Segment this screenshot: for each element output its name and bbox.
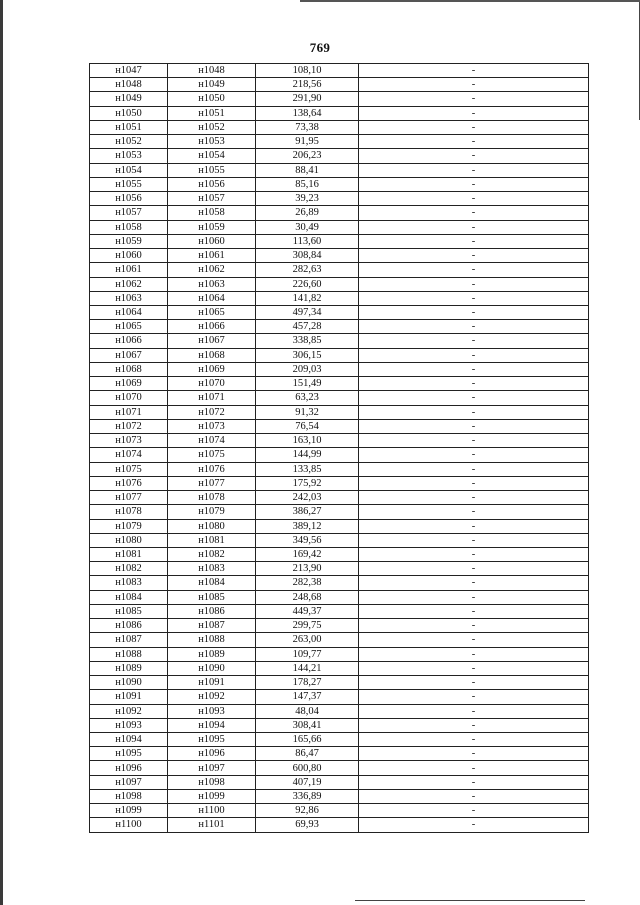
- note-cell: -: [359, 576, 589, 590]
- table-row: [90, 661, 589, 675]
- length-cell: 39,23: [256, 192, 359, 206]
- to-point-cell: н1101: [168, 818, 256, 832]
- table-row: [90, 135, 589, 149]
- from-point-cell: н1067: [90, 348, 168, 362]
- table-row: [90, 434, 589, 448]
- table-row: [90, 334, 589, 348]
- from-point-cell: н1058: [90, 220, 168, 234]
- from-point-cell: н1085: [90, 604, 168, 618]
- length-cell: 263,00: [256, 633, 359, 647]
- note-cell: -: [359, 647, 589, 661]
- note-cell: -: [359, 135, 589, 149]
- table-row: [90, 163, 589, 177]
- to-point-cell: н1100: [168, 804, 256, 818]
- from-point-cell: н1054: [90, 163, 168, 177]
- to-point-cell: н1067: [168, 334, 256, 348]
- to-point-cell: н1082: [168, 547, 256, 561]
- length-cell: 141,82: [256, 291, 359, 305]
- note-cell: -: [359, 818, 589, 832]
- table-row: [90, 619, 589, 633]
- length-cell: 308,84: [256, 249, 359, 263]
- note-cell: -: [359, 263, 589, 277]
- note-cell: -: [359, 220, 589, 234]
- length-cell: 282,38: [256, 576, 359, 590]
- scan-border-left: [0, 0, 3, 905]
- note-cell: -: [359, 690, 589, 704]
- from-point-cell: н1059: [90, 234, 168, 248]
- to-point-cell: н1089: [168, 647, 256, 661]
- from-point-cell: н1091: [90, 690, 168, 704]
- length-cell: 85,16: [256, 177, 359, 191]
- from-point-cell: н1061: [90, 263, 168, 277]
- table-row: [90, 733, 589, 747]
- to-point-cell: н1074: [168, 434, 256, 448]
- to-point-cell: н1069: [168, 362, 256, 376]
- to-point-cell: н1072: [168, 405, 256, 419]
- length-cell: 282,63: [256, 263, 359, 277]
- to-point-cell: н1095: [168, 733, 256, 747]
- note-cell: -: [359, 661, 589, 675]
- length-cell: 88,41: [256, 163, 359, 177]
- length-cell: 165,66: [256, 733, 359, 747]
- note-cell: -: [359, 761, 589, 775]
- table-row: [90, 818, 589, 832]
- length-cell: 178,27: [256, 676, 359, 690]
- note-cell: -: [359, 106, 589, 120]
- length-cell: 600,80: [256, 761, 359, 775]
- table-row: [90, 234, 589, 248]
- to-point-cell: н1076: [168, 462, 256, 476]
- table-row: [90, 590, 589, 604]
- to-point-cell: н1062: [168, 263, 256, 277]
- to-point-cell: н1050: [168, 92, 256, 106]
- from-point-cell: н1057: [90, 206, 168, 220]
- table-row: [90, 291, 589, 305]
- to-point-cell: н1053: [168, 135, 256, 149]
- to-point-cell: н1085: [168, 590, 256, 604]
- from-point-cell: н1050: [90, 106, 168, 120]
- from-point-cell: н1098: [90, 789, 168, 803]
- from-point-cell: н1082: [90, 562, 168, 576]
- table-row: [90, 391, 589, 405]
- note-cell: -: [359, 177, 589, 191]
- note-cell: -: [359, 519, 589, 533]
- length-cell: 92,86: [256, 804, 359, 818]
- length-cell: 147,37: [256, 690, 359, 704]
- table-row: [90, 789, 589, 803]
- note-cell: -: [359, 334, 589, 348]
- length-cell: 26,89: [256, 206, 359, 220]
- length-cell: 299,75: [256, 619, 359, 633]
- table-row: [90, 633, 589, 647]
- length-cell: 248,68: [256, 590, 359, 604]
- table-row: [90, 718, 589, 732]
- table-row: [90, 804, 589, 818]
- from-point-cell: н1068: [90, 362, 168, 376]
- note-cell: -: [359, 92, 589, 106]
- length-cell: 497,34: [256, 305, 359, 319]
- to-point-cell: н1080: [168, 519, 256, 533]
- to-point-cell: н1048: [168, 64, 256, 78]
- length-cell: 308,41: [256, 718, 359, 732]
- note-cell: -: [359, 733, 589, 747]
- table-row: [90, 462, 589, 476]
- table-row: [90, 305, 589, 319]
- from-point-cell: н1056: [90, 192, 168, 206]
- scan-border-top: [300, 0, 640, 2]
- length-cell: 91,95: [256, 135, 359, 149]
- to-point-cell: н1064: [168, 291, 256, 305]
- from-point-cell: н1100: [90, 818, 168, 832]
- to-point-cell: н1054: [168, 149, 256, 163]
- to-point-cell: н1088: [168, 633, 256, 647]
- from-point-cell: н1072: [90, 419, 168, 433]
- to-point-cell: н1065: [168, 305, 256, 319]
- to-point-cell: н1073: [168, 419, 256, 433]
- to-point-cell: н1097: [168, 761, 256, 775]
- to-point-cell: н1083: [168, 562, 256, 576]
- note-cell: -: [359, 78, 589, 92]
- note-cell: -: [359, 533, 589, 547]
- table-row: [90, 533, 589, 547]
- to-point-cell: н1078: [168, 491, 256, 505]
- from-point-cell: н1049: [90, 92, 168, 106]
- from-point-cell: н1062: [90, 277, 168, 291]
- table-row: [90, 92, 589, 106]
- to-point-cell: н1049: [168, 78, 256, 92]
- length-cell: 306,15: [256, 348, 359, 362]
- from-point-cell: н1087: [90, 633, 168, 647]
- note-cell: -: [359, 676, 589, 690]
- from-point-cell: н1093: [90, 718, 168, 732]
- from-point-cell: н1078: [90, 505, 168, 519]
- to-point-cell: н1094: [168, 718, 256, 732]
- to-point-cell: н1075: [168, 448, 256, 462]
- note-cell: -: [359, 291, 589, 305]
- table-row: [90, 576, 589, 590]
- length-cell: 291,90: [256, 92, 359, 106]
- from-point-cell: н1069: [90, 377, 168, 391]
- note-cell: -: [359, 491, 589, 505]
- from-point-cell: н1074: [90, 448, 168, 462]
- to-point-cell: н1090: [168, 661, 256, 675]
- length-cell: 91,32: [256, 405, 359, 419]
- from-point-cell: н1065: [90, 320, 168, 334]
- from-point-cell: н1089: [90, 661, 168, 675]
- length-cell: 206,23: [256, 149, 359, 163]
- from-point-cell: н1071: [90, 405, 168, 419]
- length-cell: 209,03: [256, 362, 359, 376]
- table-row: [90, 419, 589, 433]
- length-cell: 449,37: [256, 604, 359, 618]
- from-point-cell: н1092: [90, 704, 168, 718]
- table-row: [90, 690, 589, 704]
- note-cell: -: [359, 149, 589, 163]
- length-cell: 109,77: [256, 647, 359, 661]
- from-point-cell: н1064: [90, 305, 168, 319]
- table-row: [90, 78, 589, 92]
- length-cell: 138,64: [256, 106, 359, 120]
- table-row: [90, 192, 589, 206]
- note-cell: -: [359, 476, 589, 490]
- to-point-cell: н1057: [168, 192, 256, 206]
- length-cell: 113,60: [256, 234, 359, 248]
- table-row: [90, 348, 589, 362]
- table-row: [90, 519, 589, 533]
- note-cell: -: [359, 434, 589, 448]
- to-point-cell: н1081: [168, 533, 256, 547]
- to-point-cell: н1051: [168, 106, 256, 120]
- note-cell: -: [359, 562, 589, 576]
- table-row: [90, 647, 589, 661]
- to-point-cell: н1079: [168, 505, 256, 519]
- note-cell: -: [359, 505, 589, 519]
- from-point-cell: н1070: [90, 391, 168, 405]
- from-point-cell: н1083: [90, 576, 168, 590]
- note-cell: -: [359, 448, 589, 462]
- note-cell: -: [359, 590, 589, 604]
- length-cell: 336,89: [256, 789, 359, 803]
- from-point-cell: н1063: [90, 291, 168, 305]
- length-cell: 144,99: [256, 448, 359, 462]
- table-row: [90, 362, 589, 376]
- coordinates-table: [89, 63, 589, 833]
- length-cell: 226,60: [256, 277, 359, 291]
- length-cell: 144,21: [256, 661, 359, 675]
- note-cell: -: [359, 633, 589, 647]
- table-row: [90, 149, 589, 163]
- from-point-cell: н1073: [90, 434, 168, 448]
- note-cell: -: [359, 391, 589, 405]
- from-point-cell: н1095: [90, 747, 168, 761]
- from-point-cell: н1099: [90, 804, 168, 818]
- to-point-cell: н1056: [168, 177, 256, 191]
- length-cell: 30,49: [256, 220, 359, 234]
- table-row: [90, 604, 589, 618]
- table-body: [90, 64, 589, 833]
- from-point-cell: н1076: [90, 476, 168, 490]
- from-point-cell: н1051: [90, 120, 168, 134]
- length-cell: 69,93: [256, 818, 359, 832]
- to-point-cell: н1092: [168, 690, 256, 704]
- to-point-cell: н1086: [168, 604, 256, 618]
- to-point-cell: н1087: [168, 619, 256, 633]
- note-cell: -: [359, 405, 589, 419]
- to-point-cell: н1061: [168, 249, 256, 263]
- from-point-cell: н1060: [90, 249, 168, 263]
- to-point-cell: н1055: [168, 163, 256, 177]
- length-cell: 218,56: [256, 78, 359, 92]
- table-row: [90, 206, 589, 220]
- table-row: [90, 405, 589, 419]
- from-point-cell: н1096: [90, 761, 168, 775]
- to-point-cell: н1066: [168, 320, 256, 334]
- table-row: [90, 177, 589, 191]
- to-point-cell: н1052: [168, 120, 256, 134]
- table-row: [90, 476, 589, 490]
- from-point-cell: н1084: [90, 590, 168, 604]
- from-point-cell: н1052: [90, 135, 168, 149]
- note-cell: -: [359, 348, 589, 362]
- note-cell: -: [359, 234, 589, 248]
- table-row: [90, 547, 589, 561]
- note-cell: -: [359, 377, 589, 391]
- note-cell: -: [359, 362, 589, 376]
- note-cell: -: [359, 64, 589, 78]
- length-cell: 242,03: [256, 491, 359, 505]
- page-number: 769: [309, 40, 331, 55]
- length-cell: 63,23: [256, 391, 359, 405]
- length-cell: 133,85: [256, 462, 359, 476]
- to-point-cell: н1058: [168, 206, 256, 220]
- table-row: [90, 377, 589, 391]
- length-cell: 76,54: [256, 419, 359, 433]
- to-point-cell: н1091: [168, 676, 256, 690]
- table-row: [90, 249, 589, 263]
- note-cell: -: [359, 704, 589, 718]
- table-row: [90, 747, 589, 761]
- table-row: [90, 120, 589, 134]
- table-row: [90, 220, 589, 234]
- length-cell: 169,42: [256, 547, 359, 561]
- from-point-cell: н1066: [90, 334, 168, 348]
- length-cell: 73,38: [256, 120, 359, 134]
- note-cell: -: [359, 120, 589, 134]
- to-point-cell: н1059: [168, 220, 256, 234]
- from-point-cell: н1090: [90, 676, 168, 690]
- to-point-cell: н1077: [168, 476, 256, 490]
- table-row: [90, 277, 589, 291]
- table-row: [90, 704, 589, 718]
- note-cell: -: [359, 305, 589, 319]
- note-cell: -: [359, 277, 589, 291]
- length-cell: 213,90: [256, 562, 359, 576]
- note-cell: -: [359, 419, 589, 433]
- length-cell: 407,19: [256, 775, 359, 789]
- length-cell: 86,47: [256, 747, 359, 761]
- to-point-cell: н1099: [168, 789, 256, 803]
- table-row: [90, 761, 589, 775]
- length-cell: 349,56: [256, 533, 359, 547]
- note-cell: -: [359, 718, 589, 732]
- note-cell: -: [359, 249, 589, 263]
- note-cell: -: [359, 192, 589, 206]
- note-cell: -: [359, 619, 589, 633]
- from-point-cell: н1097: [90, 775, 168, 789]
- table-row: [90, 448, 589, 462]
- scan-border-bottom: [355, 900, 585, 901]
- table-row: [90, 775, 589, 789]
- length-cell: 457,28: [256, 320, 359, 334]
- to-point-cell: н1093: [168, 704, 256, 718]
- note-cell: -: [359, 462, 589, 476]
- from-point-cell: н1055: [90, 177, 168, 191]
- from-point-cell: н1079: [90, 519, 168, 533]
- length-cell: 386,27: [256, 505, 359, 519]
- note-cell: -: [359, 604, 589, 618]
- table-row: [90, 320, 589, 334]
- table-row: [90, 505, 589, 519]
- from-point-cell: н1094: [90, 733, 168, 747]
- to-point-cell: н1060: [168, 234, 256, 248]
- to-point-cell: н1098: [168, 775, 256, 789]
- length-cell: 338,85: [256, 334, 359, 348]
- table-row: [90, 106, 589, 120]
- note-cell: -: [359, 804, 589, 818]
- length-cell: 151,49: [256, 377, 359, 391]
- to-point-cell: н1063: [168, 277, 256, 291]
- from-point-cell: н1077: [90, 491, 168, 505]
- from-point-cell: н1080: [90, 533, 168, 547]
- note-cell: -: [359, 547, 589, 561]
- from-point-cell: н1081: [90, 547, 168, 561]
- length-cell: 108,10: [256, 64, 359, 78]
- to-point-cell: н1096: [168, 747, 256, 761]
- note-cell: -: [359, 789, 589, 803]
- from-point-cell: н1075: [90, 462, 168, 476]
- length-cell: 163,10: [256, 434, 359, 448]
- table-row: [90, 491, 589, 505]
- table-row: [90, 562, 589, 576]
- from-point-cell: н1086: [90, 619, 168, 633]
- table-row: [90, 676, 589, 690]
- note-cell: -: [359, 320, 589, 334]
- from-point-cell: н1053: [90, 149, 168, 163]
- to-point-cell: н1070: [168, 377, 256, 391]
- note-cell: -: [359, 206, 589, 220]
- from-point-cell: н1088: [90, 647, 168, 661]
- to-point-cell: н1068: [168, 348, 256, 362]
- from-point-cell: н1048: [90, 78, 168, 92]
- to-point-cell: н1084: [168, 576, 256, 590]
- table-row: [90, 64, 589, 78]
- note-cell: -: [359, 775, 589, 789]
- from-point-cell: н1047: [90, 64, 168, 78]
- to-point-cell: н1071: [168, 391, 256, 405]
- note-cell: -: [359, 163, 589, 177]
- note-cell: -: [359, 747, 589, 761]
- length-cell: 175,92: [256, 476, 359, 490]
- length-cell: 48,04: [256, 704, 359, 718]
- length-cell: 389,12: [256, 519, 359, 533]
- table-row: [90, 263, 589, 277]
